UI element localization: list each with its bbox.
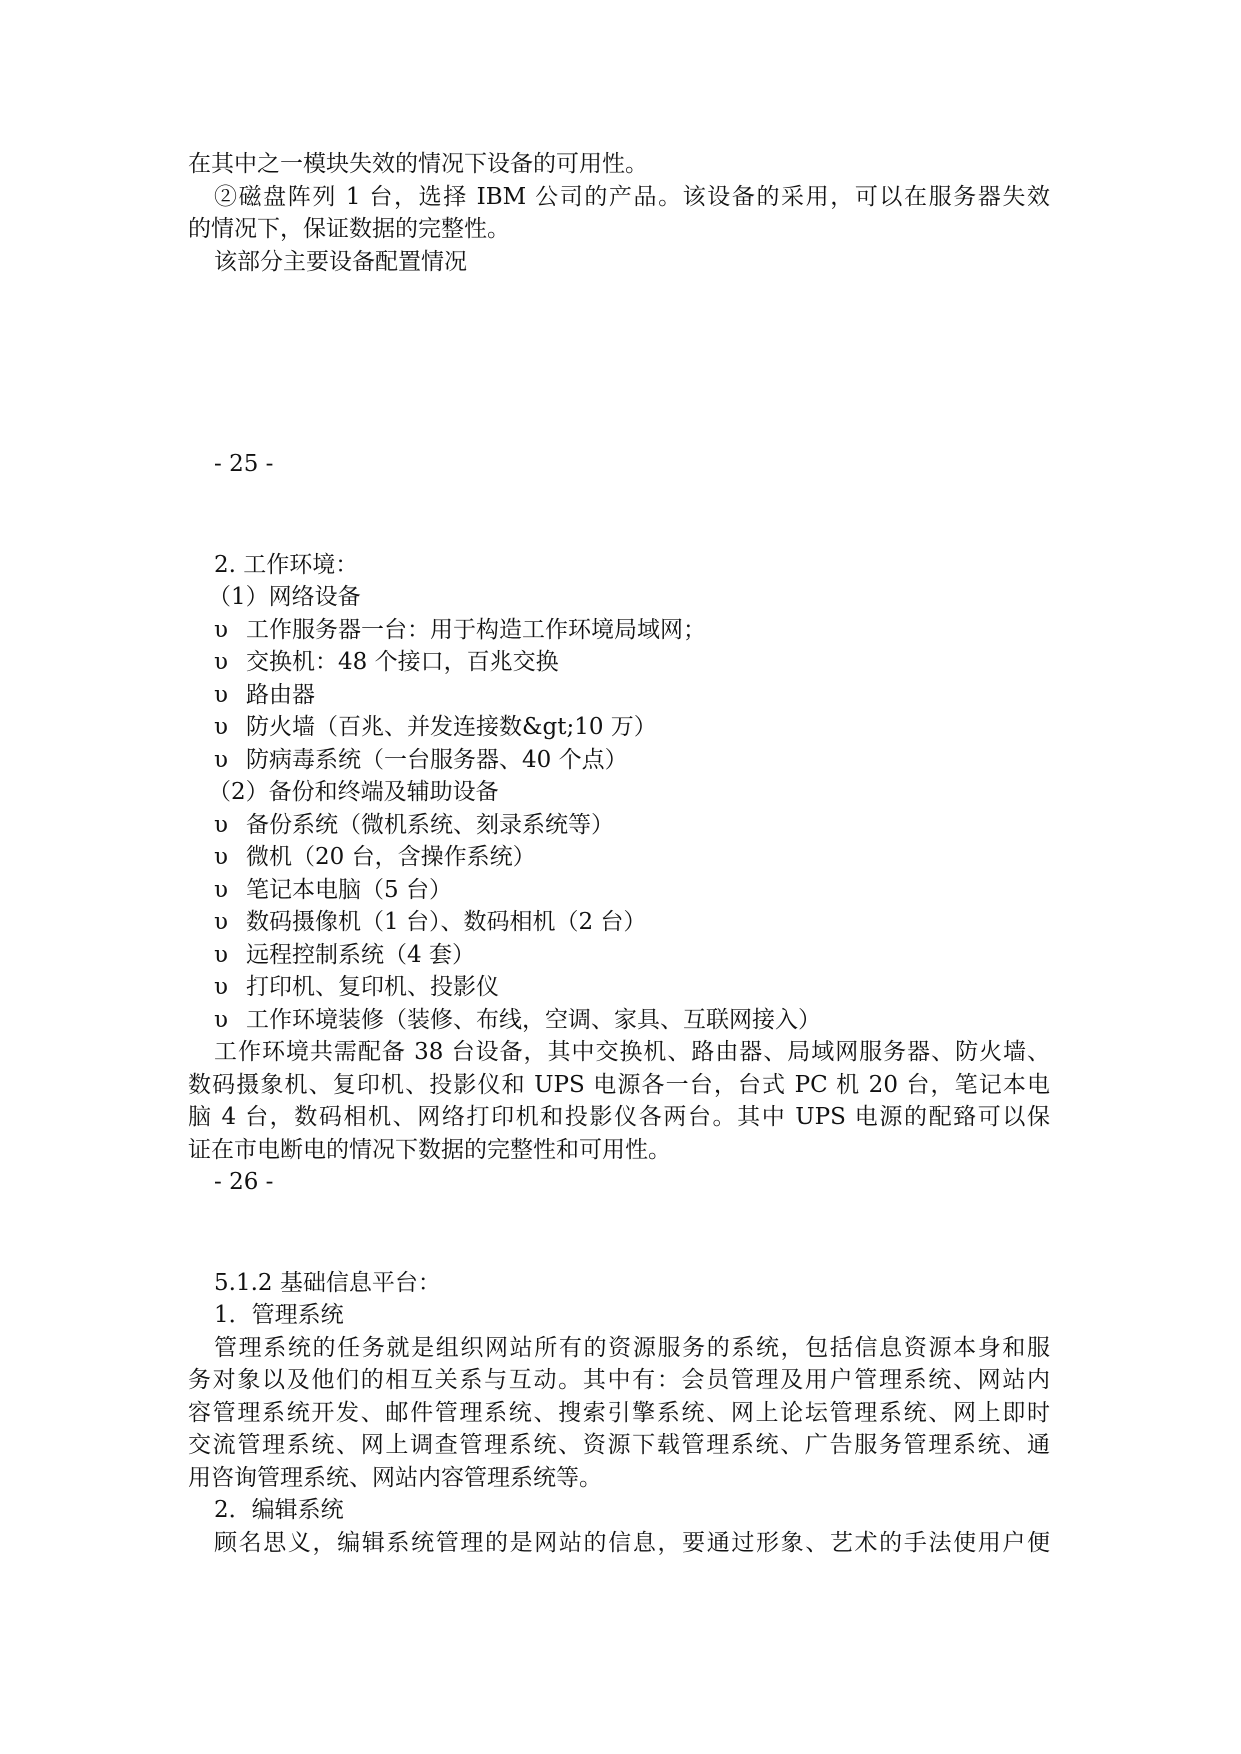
bullet-icon: υ [214, 811, 228, 838]
bullet-icon: υ [214, 746, 228, 773]
bullet-icon: υ [214, 876, 228, 903]
section-heading: 2. 工作环境： [214, 551, 359, 578]
list-item: υ 备份系统（微机系统、刻录系统等） [188, 809, 1050, 842]
subsection-heading: 1．管理系统 [214, 1302, 344, 1328]
list-item: υ 笔记本电脑（5 台） [188, 874, 1050, 907]
bullet-icon: υ [214, 941, 228, 968]
list-item: υ 交换机：48 个接口，百兆交换 [188, 646, 1050, 679]
bullet-icon: υ [214, 649, 228, 675]
bullet-icon: υ [214, 616, 228, 643]
subsection-heading: （2）备份和终端及辅助设备 [208, 779, 499, 805]
list-item: υ 工作环境装修（装修、布线，空调、家具、互联网接入） [188, 1004, 1050, 1037]
document-page [188, 148, 1050, 1559]
management-paragraph: 管理系统的任务就是组织网站所有的资源服务的系统，包括信息资源本身和服 务对象以及他们的相互关系与互动。其中有：会员管理及用户管理系统、网站内 容管理系统开发、邮件管理系统、搜索引擎系统、网上论坛管理系统、网上即时 交流管理系统、网上调查管理系统、资源下载管理系统、广告服务管理系统、通 用咨询管理系统、网站内容管理系统等。 [188, 1334, 1050, 1491]
list-item: υ 打印机、复印机、投影仪 [188, 971, 1050, 1004]
bullet-icon: υ [214, 681, 228, 708]
list-item: υ 远程控制系统（4 套） [188, 939, 1050, 972]
backup-device-list [188, 809, 1050, 1037]
paragraph: ②磁盘阵列 1 台，选择 IBM 公司的产品。该设备的采用，可以在服务器失效 [214, 183, 1050, 210]
paragraph: 在其中之一模块失效的情况下设备的可用性。 [188, 151, 648, 177]
list-item: υ 工作服务器一台：用于构造工作环境局域网； [188, 614, 1050, 647]
bullet-icon: υ [214, 844, 228, 870]
page-number: - 26 - [214, 1169, 274, 1195]
bullet-icon: υ [214, 1006, 228, 1033]
environment-paragraph: 工作环境共需配备 38 台设备，其中交换机、路由器、局域网服务器、防火墙、 数码摄象机、复印机、投影仪和 UPS 电源各一台，台式 PC 机 20 台，笔记本电 脑 4 台，数码相机、网络打印机和投影仪各两台。其中 UPS 电源的配臵可以保 证在市电断电的情况下数据的完整性和可用性。 [188, 1039, 1050, 1163]
bullet-icon: υ [214, 714, 228, 740]
paragraph: 顾名思义，编辑系统管理的是网站的信息，要通过形象、艺术的手法使用户便 [214, 1529, 1050, 1556]
paragraph: 该部分主要设备配置情况 [214, 248, 467, 275]
page-number: - 25 - [214, 451, 274, 477]
subsection-heading: （1）网络设备 [208, 584, 361, 610]
paragraph: 的情况下，保证数据的完整性。 [188, 216, 510, 242]
list-item: υ 防火墙（百兆、并发连接数&gt;10 万） [188, 711, 1050, 744]
section-heading: 5.1.2 基础信息平台： [214, 1269, 441, 1296]
list-item: υ 路由器 [188, 679, 1050, 712]
subsection-heading: 2．编辑系统 [214, 1497, 344, 1523]
bullet-icon: υ [214, 909, 228, 935]
bullet-icon: υ [214, 974, 228, 1000]
list-item: υ 防病毒系统（一台服务器、40 个点） [188, 744, 1050, 777]
list-item: υ 微机（20 台，含操作系统） [188, 841, 1050, 874]
network-device-list [188, 614, 1050, 777]
list-item: υ 数码摄像机（1 台）、数码相机（2 台） [188, 906, 1050, 939]
